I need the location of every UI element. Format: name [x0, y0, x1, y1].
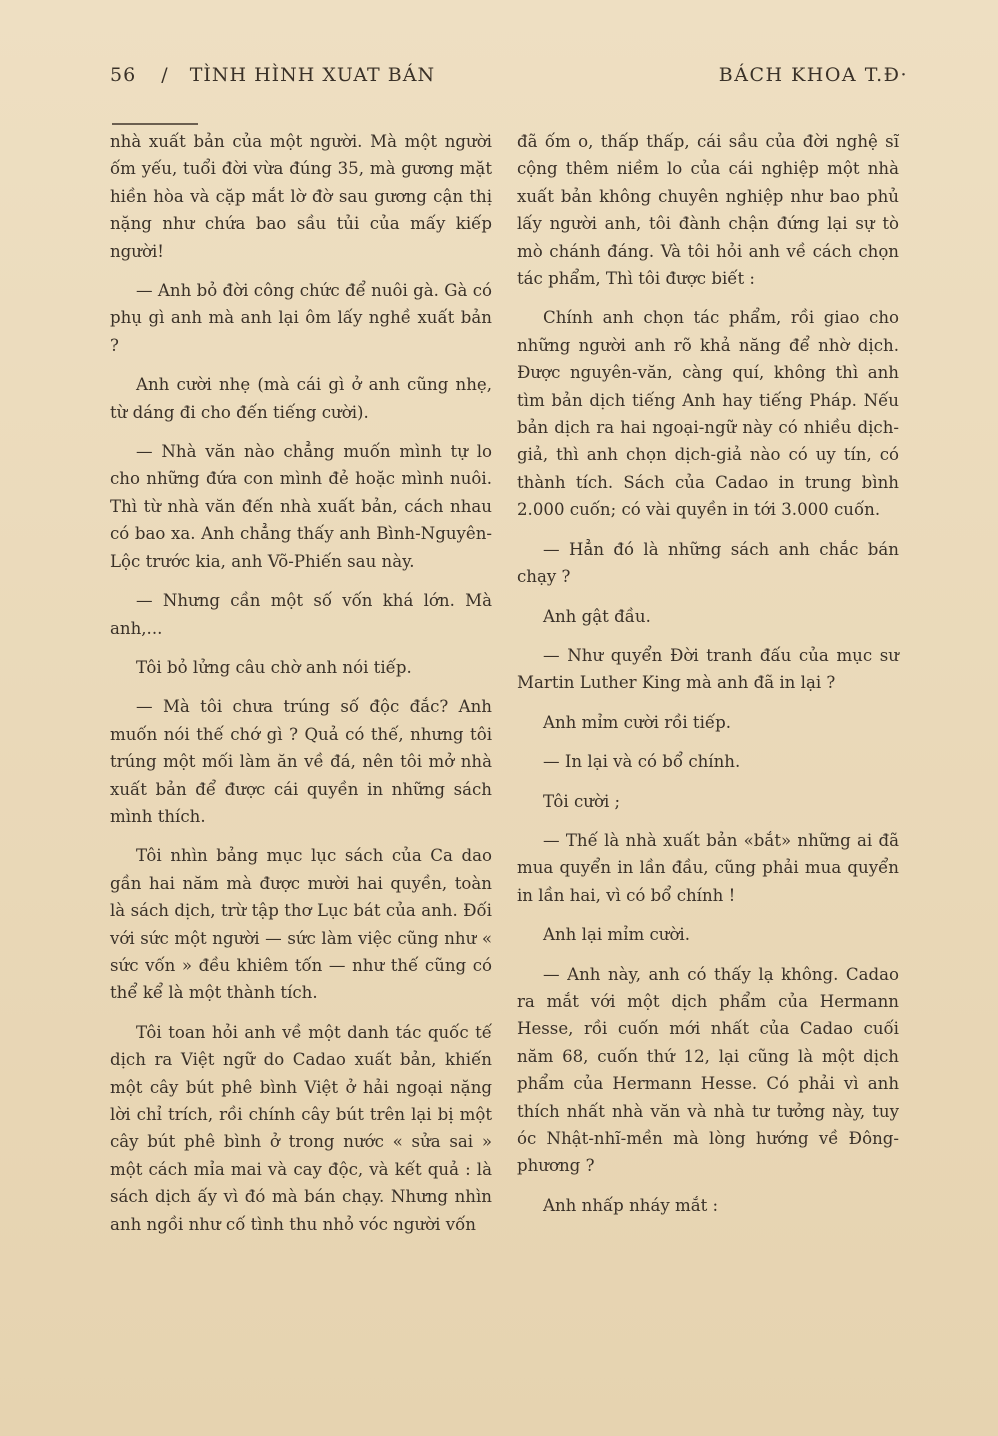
- paragraph: — Nhà văn nào chẳng muốn mình tự lo cho những đứa con mình đẻ hoặc mình nuôi. Thì từ nhà văn đến nhà xuất bản, cách nhau có bao xa. Anh chẳng thấy anh Bình-Nguyên-Lộc trước kia, anh Võ-Phiến sau này.: [110, 442, 492, 571]
- paragraph: — Thế là nhà xuất bản «bắt» những ai đã mua quyển in lần đầu, cũng phải mua quyển in lần hai, vì có bổ chính !: [517, 830, 899, 905]
- paragraph: Anh nhấp nháy mắt :: [543, 1195, 719, 1215]
- paragraph: Anh mỉm cười rồi tiếp.: [543, 712, 731, 732]
- paragraph: — Mà tôi chưa trúng số độc đắc? Anh muốn nói thế chớ gì ? Quả có thế, nhưng tôi trúng một mối làm ăn về đá, nên tôi mở nhà xuất bản để được cái quyền in những sách mình thích.: [110, 697, 492, 826]
- paragraph: Tôi cười ;: [543, 791, 621, 811]
- paragraph: Tôi toan hỏi anh về một danh tác quốc tế dịch ra Việt ngữ do Cadao xuất bản, khiến một cây bút phê bình Việt ở hải ngoại nặng lời chỉ trích, rồi chính cây bút trên lại bị một cây bút phê bình ở trong nước « sửa sai » một cách mỉa mai và cay độc, và kết quả : là sách dịch ấy vì đó mà bán chạy. Nhưng nhìn anh ngồi như cố tình thu nhỏ vóc người vốn: [110, 1022, 492, 1234]
- paragraph: Chính anh chọn tác phẩm, rồi giao cho những người anh rõ khả năng để nhờ dịch. Được nguyên-văn, càng quí, không thì anh tìm bản dịch tiếng Anh hay tiếng Pháp. Nếu bản dịch ra hai ngoại-ngữ này có nhiều dịch-giả, thì anh chọn dịch-giả nào có uy tín, có thành tích. Sách của Cadao in trung bình 2.000 cuốn; có vài quyền in tới 3.000 cuốn.: [517, 308, 899, 520]
- section-title: TÌNH HÌNH XUAT BÁN: [189, 64, 436, 86]
- header-separator: /: [161, 64, 169, 86]
- column-top-rule: [112, 123, 198, 125]
- paragraph: Anh lại mỉm cười.: [543, 925, 691, 945]
- left-column: [110, 128, 492, 1250]
- page-header: [110, 64, 908, 94]
- paragraph: — Anh bỏ đời công chức để nuôi gà. Gà có phụ gì anh mà anh lại ôm lấy nghề xuất bản ?: [110, 281, 492, 355]
- right-column: [517, 128, 899, 1231]
- page-number: 56: [110, 64, 137, 86]
- paragraph: — Nhưng cần một số vốn khá lớn. Mà anh,...: [110, 591, 492, 638]
- paragraph: Anh gật đầu.: [543, 606, 651, 626]
- paragraph: — Hẳn đó là những sách anh chắc bán chạy ?: [517, 539, 899, 587]
- paragraph: Tôi nhìn bảng mục lục sách của Ca dao gần hai năm mà được mười hai quyền, toàn là sách dịch, trừ tập thơ Lục bát của anh. Đối với sức một người — sức làm việc cũng như « sức vốn » đều khiêm tốn — như thế cũng có thể kể là một thành tích.: [110, 846, 492, 1003]
- paragraph: nhà xuất bản của một người. Mà một người ốm yếu, tuổi đời vừa đúng 35, mà gương mặt hiền hòa và cặp mắt lờ đờ sau gương cận thị nặng như chứa bao sầu tủi của mấy kiếp người!: [110, 132, 492, 261]
- paragraph: — Như quyển Đời tranh đấu của mục sư Martin Luther King mà anh đã in lại ?: [517, 645, 899, 693]
- paragraph: Anh cười nhẹ (mà cái gì ở anh cũng nhẹ, từ dáng đi cho đến tiếng cười).: [110, 375, 492, 422]
- magazine-name: BÁCH KHOA T.Đ·: [718, 64, 908, 86]
- paragraph: — In lại và có bổ chính.: [543, 752, 741, 772]
- paragraph: đã ốm o, thấp thấp, cái sầu của đời nghệ sĩ cộng thêm niềm lo của cái nghiệp một nhà xuất bản không chuyên nghiệp như bao phủ lấy người anh, tôi đành chận đứng lại sự tò mò chánh đáng. Và tôi hỏi anh về cách chọn tác phẩm, Thì tôi được biết :: [517, 132, 899, 289]
- paragraph: — Anh này, anh có thấy lạ không. Cadao ra mắt với một dịch phẩm của Hermann Hesse, rồi cuốn mới nhất của Cadao cuối năm 68, cuốn thứ 12, lại cũng là một dịch phẩm của Hermann Hesse. Có phải vì anh thích nhất nhà văn và nhà tư tưởng này, tuy óc Nhật-nhĩ-mền mà lòng hướng về Đông-phương ?: [517, 964, 899, 1176]
- header-left: [110, 64, 435, 86]
- paragraph: Tôi bỏ lửng câu chờ anh nói tiếp.: [136, 657, 412, 677]
